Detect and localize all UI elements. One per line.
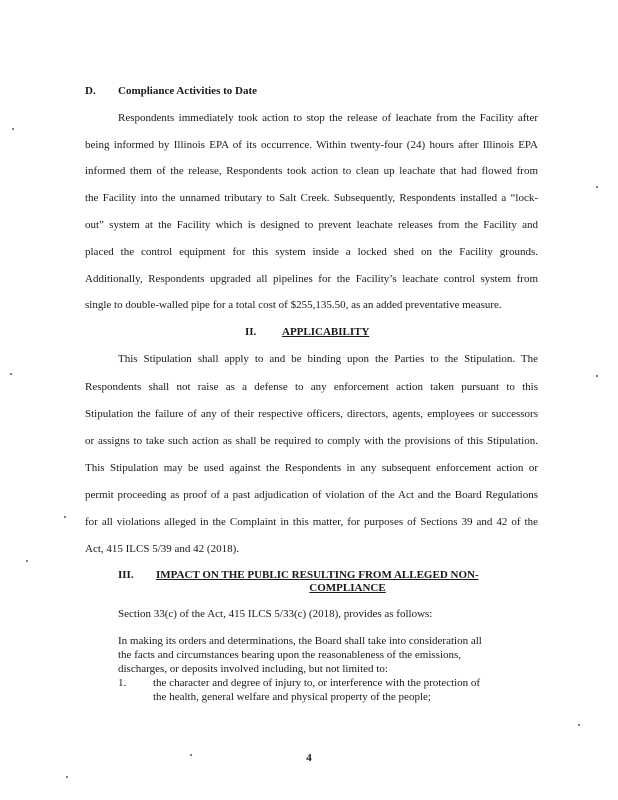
section-ii-line-4: or assigns to take such action as shall be required to comply with the provisions of this Stipulation. <box>85 435 538 447</box>
quote-item-1-line-2: the health, general welfare and physical property of the people; <box>153 691 431 703</box>
section-ii-heading <box>245 325 445 339</box>
scan-speck <box>190 754 192 756</box>
section-d-heading <box>85 84 538 98</box>
section-iii-title-line-1: IMPACT ON THE PUBLIC RESULTING FROM ALLEGED NON- <box>156 569 479 581</box>
section-d-line-6: placed the control equipment for this system inside a locked shed on the Facility grounds. <box>85 246 538 258</box>
section-ii-label: II. <box>245 326 257 338</box>
section-d-line-7: Additionally, Respondents upgraded all pipelines for the Facility’s leachate control system from <box>85 273 538 285</box>
quote-item-1-line-1: the character and degree of injury to, or interference with the protection of <box>153 677 481 689</box>
statute-quote <box>118 634 538 704</box>
scan-speck <box>26 560 28 562</box>
section-d-title: Compliance Activities to Date <box>118 85 257 97</box>
quote-item-1-number: 1. <box>118 677 127 689</box>
page-number: 4 <box>306 752 312 764</box>
section-ii-line-6: permit proceeding as proof of a past adjudication of violation of the Act and the Board Regulations <box>85 489 538 501</box>
section-ii-line-5: This Stipulation may be used against the Respondents in any subsequent enforcement action or <box>85 462 538 474</box>
scan-speck <box>66 776 68 778</box>
section-d-label: D. <box>85 85 96 97</box>
section-iii-label: III. <box>118 569 134 581</box>
quote-line-3: discharges, or deposits involved including, but not limited to: <box>118 663 388 675</box>
quote-line-2: the facts and circumstances bearing upon the reasonableness of the emissions, <box>118 649 462 661</box>
section-iii-intro: Section 33(c) of the Act, 415 ILCS 5/33(c) (2018), provides as follows: <box>118 608 433 620</box>
section-d-line-4: the Facility into the unnamed tributary to Salt Creek. Subsequently, Respondents installed a “lock- <box>85 192 538 204</box>
section-d-line-5: out” system at the Facility which is designed to prevent leachate releases from the Facility and <box>85 219 538 231</box>
section-ii-line-7: for all violations alleged in the Complaint in this matter, for purposes of Sections 39 and 42 of the <box>85 516 538 528</box>
section-d-line-8: single to double-walled pipe for a total cost of $255,135.50, as an added preventative measure. <box>85 299 502 311</box>
section-iii-heading <box>118 568 538 582</box>
section-d-line-2: being informed by Illinois EPA of its occurrence. Within twenty-four (24) hours after Illinois EPA <box>85 139 538 151</box>
section-d-line-1: Respondents immediately took action to stop the release of leachate from the Facility after <box>118 112 538 124</box>
section-ii-line-8: Act, 415 ILCS 5/39 and 42 (2018). <box>85 543 239 555</box>
section-ii-line-2: Respondents shall not raise as a defense to any enforcement action taken pursuant to this <box>85 381 538 393</box>
scan-speck <box>12 128 14 130</box>
scan-speck <box>578 724 580 726</box>
section-iii-title-line-2: COMPLIANCE <box>309 582 386 594</box>
scan-speck <box>596 375 598 377</box>
quote-line-1: In making its orders and determinations, the Board shall take into consideration all <box>118 635 482 647</box>
scan-speck <box>64 516 66 518</box>
section-ii-line-1: This Stipulation shall apply to and be binding upon the Parties to the Stipulation. The <box>118 353 538 365</box>
section-iii-title-line-2-wrap <box>195 581 500 595</box>
section-d-line-3: informed them of the release, Respondents took action to clean up leachate that had flowed from <box>85 165 538 177</box>
quote-item-1 <box>118 676 538 690</box>
scan-speck <box>596 186 598 188</box>
section-ii-title: APPLICABILITY <box>282 326 370 338</box>
scan-speck <box>10 373 12 375</box>
quote-item-1-cont <box>118 690 538 704</box>
section-ii-line-3: Stipulation the failure of any of their respective officers, directors, agents, employees or successors <box>85 408 538 420</box>
